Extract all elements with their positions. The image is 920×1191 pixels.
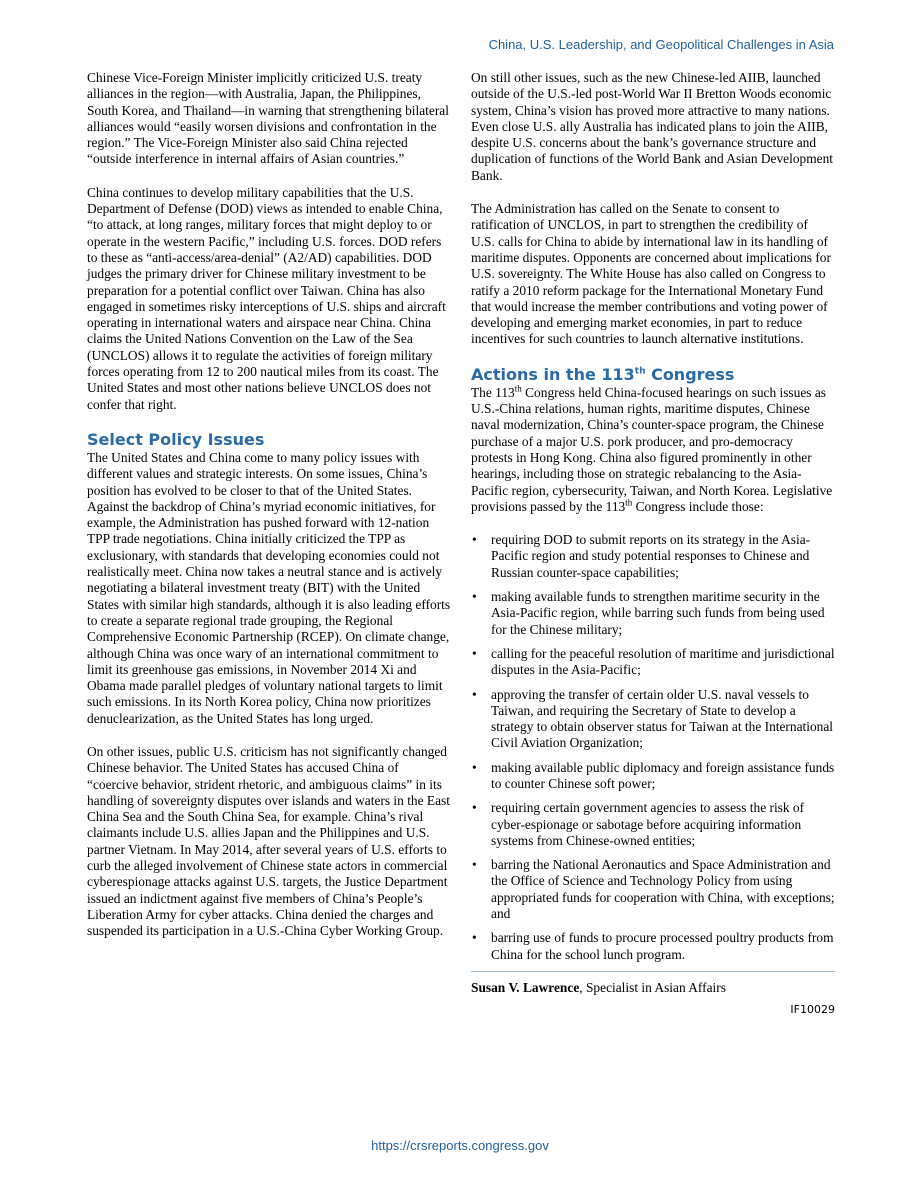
author-line — [471, 980, 835, 996]
author-role: , Specialist in Asian Affairs — [579, 979, 726, 995]
author-divider — [471, 971, 835, 972]
body-paragraph: On still other issues, such as the new Chinese-led AIIB, launched outside of the U.S.-led post-World War II Bretton Woods economic system, China’s vision has proved more attractive to many nations. Even close U.S. ally Australia has indicated plans to join the AIIB, despite U.S. concerns about the bank’s governance structure and duplication of functions of the World Bank and Asian Development Bank. — [471, 70, 834, 183]
bullet-icon: • — [472, 589, 477, 605]
text-run: The 113 — [471, 384, 515, 400]
section-heading-select-policy-issues: Select Policy Issues — [87, 429, 265, 449]
text-run: Congress include those: — [632, 498, 764, 514]
running-header-title: China, U.S. Leadership, and Geopolitical Challenges in Asia — [488, 37, 834, 52]
bullet-icon: • — [472, 857, 477, 873]
list-item — [471, 800, 835, 849]
body-paragraph: China continues to develop military capabilities that the U.S. Department of Defense (DOD) views as intended to enable China, “to attack, at long ranges, military forces that might deploy to or operate in the western Pacific,” including U.S. forces. DOD refers to these as “anti-access/area-denial” (A2/AD) capabilities. DOD judges the primary driver for Chinese military investment to be preparation for a potential conflict over Taiwan. China has also engaged in sometimes risky interceptions of U.S. ships and aircraft operating in international waters and airspace near China. China claims the United Nations Convention on the Law of the Sea (UNCLOS) allows it to regulate the activities of foreign military forces operating from 12 to 200 nautical miles from its coast. The United States and most other nations believe UNCLOS does not confer that right. — [87, 184, 446, 412]
list-item — [471, 760, 835, 793]
body-paragraph: On other issues, public U.S. criticism has not significantly changed Chinese behavior. The United States has accused China of “coercive behavior, strident rhetoric, and ambiguous claims” in its handling of sovereignty disputes over islands and waters in the East China Sea and the South China Sea, for example. China’s rival claimants include U.S. allies Japan and the Philippines and U.S. partner Vietnam. In May 2014, after several years of U.S. efforts to curb the alleged involvement of Chinese state actors in commercial cyberespionage attacks against U.S. targets, the Justice Department issued an indictment against five members of China’s People’s Liberation Army for cyber attacks. China denied the charges and suspended its participation in a U.S.-China Cyber Working Group. — [87, 743, 450, 939]
bullet-icon: • — [472, 759, 477, 775]
list-item — [471, 646, 835, 679]
list-item-text: requiring DOD to submit reports on its strategy in the Asia-Pacific region and study potential responses to Chinese and Russian counter-space capabilities; — [491, 532, 811, 580]
body-paragraph: The United States and China come to many policy issues with different values and strategic interests. On some issues, China’s position has evolved to be closer to that of the United States. Against the backdrop of China’s myriad economic initiatives, for example, the Administration has pushed forward with 12-nation TPP trade negotiations. China initially criticized the TPP as exclusionary, with standards that developing economies could not realistically meet. China now takes a neutral stance and is actively negotiating a bilateral investment treaty (BIT) with the United States with similar high standards, although it is also leading efforts to create a separate regional trade grouping, the Regional Comprehensive Economic Partnership (RCEP). On climate change, although China was once wary of an international commitment to limit its greenhouse gas emissions, in November 2014 Xi and Obama made parallel pledges of voluntary national targets to limit such emissions. In its North Korea policy, China now prioritizes denuclearization, as the United States has long urged. — [87, 449, 451, 726]
list-item — [471, 687, 835, 752]
body-paragraph: Chinese Vice-Foreign Minister implicitly criticized U.S. treaty alliances in the region—with Australia, Japan, the Philippines, South Korea, and Thailand—in warning that strengthening bilateral alliances would “easily worsen divisions and confrontation in the region.” The Vice-Foreign Minister also said China rejected “outside interference in internal affairs of Asian countries.” — [87, 70, 449, 167]
author-name: Susan V. Lawrence — [471, 979, 580, 995]
text-run: Congress held China-focused hearings on such issues as U.S.-China relations, human rights, maritime disputes, Chinese naval modernization, China’s counter-space program, the Chinese purchase of a major U.S. pork producer, and pro-democracy protests in Hong Kong. China also figured prominently in other hearings, including those on strategic rebalancing to the Asia-Pacific region, cybersecurity, Taiwan, and North Korea. Legislative provisions passed by the 113 — [471, 384, 833, 514]
list-item-text: approving the transfer of certain older U.S. naval vessels to Taiwan, and requiring the Secretary of State to develop a strategy to obtain observer status for Taiwan at the International Civil Aviation Organization; — [491, 686, 834, 751]
bullet-icon: • — [472, 686, 477, 702]
list-item — [471, 589, 835, 638]
report-code: IF10029 — [790, 1003, 835, 1017]
footer-url-link[interactable]: https://crsreports.congress.gov — [371, 1138, 549, 1153]
list-item-text: calling for the peaceful resolution of maritime and jurisdictional disputes in the Asia-Pacific; — [491, 645, 835, 678]
bullet-icon: • — [472, 645, 477, 661]
heading-text: Actions in the 113 — [471, 364, 635, 384]
list-item-text: barring the National Aeronautics and Space Administration and the Office of Science and Technology Policy from using appropriated funds for cooperation with China, with exceptions; and — [491, 857, 835, 922]
section-heading-actions-113th-congress — [471, 365, 835, 385]
list-item-text: requiring certain government agencies to assess the risk of cyber-espionage or sabotage before acquiring information systems from Chinese-owned entities; — [491, 800, 805, 848]
list-item-text: barring use of funds to procure processed poultry products from China for the school lunch program. — [491, 930, 834, 962]
list-item-text: making available funds to strengthen maritime security in the Asia-Pacific region, while barring such funds from being used for the Chinese military; — [491, 589, 825, 637]
list-item — [471, 857, 835, 922]
list-item-text: making available public diplomacy and foreign assistance funds to counter Chinese soft power; — [491, 759, 835, 791]
list-item — [471, 930, 835, 963]
right-column — [471, 70, 835, 1019]
bullet-icon: • — [472, 532, 477, 548]
left-column — [87, 70, 451, 957]
superscript: th — [514, 383, 522, 394]
legislative-provisions-list — [471, 532, 835, 963]
superscript: th — [625, 497, 633, 508]
body-paragraph: The Administration has called on the Senate to consent to ratification of UNCLOS, in part to strengthen the credibility of U.S. calls for China to abide by international law in its handling of maritime disputes. Opponents are concerned about implications for U.S. sovereignty. The White House has also called on Congress to ratify a 2010 reform package for the International Monetary Fund that would increase the member contributions and voting power of developing and emerging market economies, in part to reduce incentives for such countries to launch alternative institutions. — [471, 201, 831, 347]
body-paragraph — [471, 385, 835, 515]
bullet-icon: • — [472, 800, 477, 816]
heading-superscript: th — [634, 366, 646, 377]
bullet-icon: • — [472, 930, 477, 946]
heading-text: Congress — [645, 364, 735, 384]
list-item — [471, 532, 835, 581]
